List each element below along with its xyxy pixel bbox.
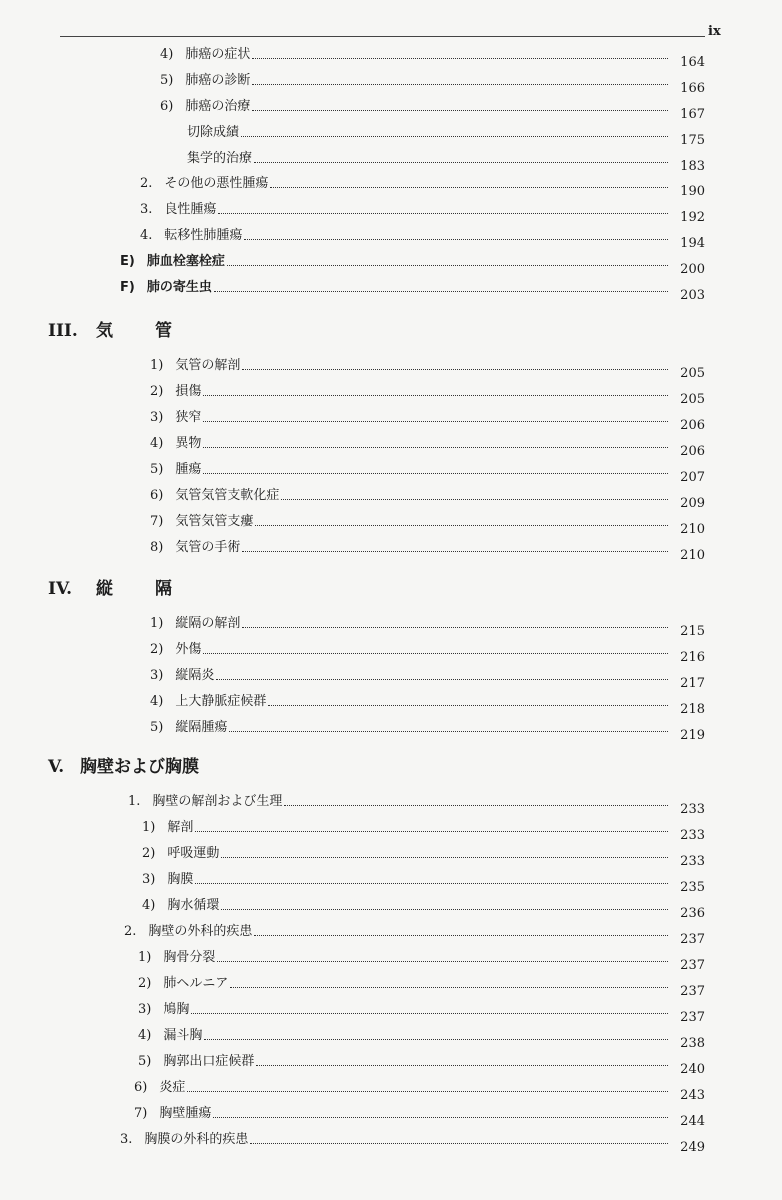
toc-entry[interactable] bbox=[150, 614, 705, 639]
entry-title: 縦隔炎 bbox=[175, 668, 215, 683]
page-number: ix bbox=[708, 24, 721, 39]
toc-entry[interactable] bbox=[150, 692, 705, 717]
entry-title: 転移性肺腫瘍 bbox=[164, 228, 243, 243]
toc-entry[interactable] bbox=[150, 718, 705, 743]
header-rule bbox=[60, 36, 705, 37]
toc-entry[interactable] bbox=[138, 948, 705, 973]
section-heading bbox=[48, 574, 172, 599]
entry-page: 190 bbox=[680, 184, 705, 199]
dot-leader bbox=[203, 473, 668, 474]
entry-number: 6) bbox=[160, 99, 174, 114]
dot-leader bbox=[221, 909, 668, 910]
dot-leader bbox=[281, 499, 668, 500]
entry-title: 漏斗胸 bbox=[163, 1028, 203, 1043]
entry-number: 4. bbox=[140, 228, 153, 243]
entry-number: 3) bbox=[138, 1002, 152, 1017]
entry-title: 胸壁の解剖および生理 bbox=[152, 794, 283, 809]
entry-title: 胸郭出口症候群 bbox=[163, 1054, 255, 1069]
entry-number: 5) bbox=[150, 720, 164, 735]
section-heading bbox=[48, 316, 172, 341]
entry-title: 胸膜の外科的疾患 bbox=[144, 1132, 249, 1147]
entry-number: 2. bbox=[140, 176, 153, 191]
entry-title: 胸水循環 bbox=[167, 898, 220, 913]
dot-leader bbox=[187, 1091, 668, 1092]
entry-title: その他の悪性腫瘍 bbox=[164, 176, 269, 191]
entry-number: 3) bbox=[150, 410, 164, 425]
entry-page: 235 bbox=[680, 880, 705, 895]
entry-title: 胸骨分裂 bbox=[163, 950, 216, 965]
entry-page: 237 bbox=[680, 932, 705, 947]
entry-title: 解剖 bbox=[167, 820, 194, 835]
section-title: 気 bbox=[96, 321, 113, 341]
entry-title: 胸壁の外科的疾患 bbox=[148, 924, 253, 939]
entry-page: 238 bbox=[680, 1036, 705, 1051]
entry-title: 胸壁腫瘍 bbox=[159, 1106, 212, 1121]
toc-entry[interactable] bbox=[124, 922, 705, 947]
entry-number: 7) bbox=[134, 1106, 148, 1121]
toc-entry[interactable] bbox=[142, 896, 705, 921]
toc-entry[interactable] bbox=[138, 974, 705, 999]
dot-leader bbox=[252, 110, 668, 111]
dot-leader bbox=[284, 805, 668, 806]
dot-leader bbox=[204, 1039, 668, 1040]
dot-leader bbox=[242, 369, 668, 370]
toc-entry[interactable] bbox=[142, 844, 705, 869]
toc-entry[interactable] bbox=[120, 252, 705, 277]
toc-entry[interactable] bbox=[142, 870, 705, 895]
entry-page: 237 bbox=[680, 1010, 705, 1025]
entry-number: 1) bbox=[142, 820, 156, 835]
entry-page: 237 bbox=[680, 984, 705, 999]
entry-page: 249 bbox=[680, 1140, 705, 1155]
toc-entry[interactable] bbox=[128, 792, 705, 817]
toc-entry[interactable] bbox=[150, 486, 705, 511]
entry-number: 5) bbox=[150, 462, 164, 477]
entry-title: 肺癌の治療 bbox=[185, 99, 251, 114]
toc-entry[interactable] bbox=[150, 640, 705, 665]
dot-leader bbox=[203, 447, 668, 448]
toc-entry[interactable] bbox=[160, 45, 705, 70]
entry-title: 気管気管支瘻 bbox=[175, 514, 254, 529]
entry-page: 233 bbox=[680, 854, 705, 869]
entry-number: E) bbox=[120, 254, 135, 269]
dot-leader bbox=[268, 705, 668, 706]
entry-number: 5) bbox=[160, 73, 174, 88]
dot-leader bbox=[252, 84, 668, 85]
toc-entry[interactable] bbox=[138, 1052, 705, 1077]
dot-leader bbox=[217, 961, 668, 962]
entry-page: 217 bbox=[680, 676, 705, 691]
dot-leader bbox=[241, 136, 668, 137]
toc-entry[interactable] bbox=[150, 434, 705, 459]
dot-leader bbox=[218, 213, 668, 214]
entry-page: 209 bbox=[680, 496, 705, 511]
section-heading bbox=[48, 752, 199, 777]
entry-number: 3. bbox=[120, 1132, 133, 1147]
entry-number: 1) bbox=[150, 616, 164, 631]
entry-number: 2) bbox=[150, 642, 164, 657]
toc-entry[interactable] bbox=[150, 408, 705, 433]
toc-entry[interactable] bbox=[150, 666, 705, 691]
toc-entry[interactable] bbox=[140, 226, 705, 251]
entry-page: 216 bbox=[680, 650, 705, 665]
entry-title: 胸膜 bbox=[167, 872, 194, 887]
toc-entry[interactable] bbox=[150, 460, 705, 485]
dot-leader bbox=[252, 58, 668, 59]
entry-title: 縦隔の解剖 bbox=[175, 616, 241, 631]
entry-title: 損傷 bbox=[175, 384, 202, 399]
toc-entry[interactable] bbox=[140, 174, 705, 199]
section-title: 胸壁および胸膜 bbox=[80, 757, 199, 777]
entry-page: 236 bbox=[680, 906, 705, 921]
entry-number: 2. bbox=[124, 924, 137, 939]
entry-number: F) bbox=[120, 280, 135, 295]
entry-number: 2) bbox=[142, 846, 156, 861]
toc-entry[interactable] bbox=[138, 1000, 705, 1025]
toc-entry[interactable] bbox=[134, 1104, 705, 1129]
entry-number: 1) bbox=[150, 358, 164, 373]
entry-page: 164 bbox=[680, 55, 705, 70]
entry-title: 肺癌の診断 bbox=[185, 73, 251, 88]
entry-title: 狭窄 bbox=[175, 410, 202, 425]
entry-page: 206 bbox=[680, 418, 705, 433]
entry-title: 上大静脈症候群 bbox=[175, 694, 267, 709]
entry-title: 肺癌の症状 bbox=[185, 47, 251, 62]
dot-leader bbox=[213, 1117, 668, 1118]
entry-page: 243 bbox=[680, 1088, 705, 1103]
entry-title: 気管の手術 bbox=[175, 540, 241, 555]
dot-leader bbox=[254, 162, 668, 163]
entry-number: 4) bbox=[138, 1028, 152, 1043]
toc-entry[interactable] bbox=[160, 97, 705, 122]
entry-number: 5) bbox=[138, 1054, 152, 1069]
entry-page: 210 bbox=[680, 522, 705, 537]
toc-entry[interactable] bbox=[134, 1078, 705, 1103]
dot-leader bbox=[191, 1013, 668, 1014]
entry-title: 鳩胸 bbox=[163, 1002, 190, 1017]
dot-leader bbox=[203, 421, 668, 422]
entry-title: 肺血栓塞栓症 bbox=[146, 254, 225, 269]
entry-title: 外傷 bbox=[175, 642, 202, 657]
entry-number: 6) bbox=[150, 488, 164, 503]
entry-page: 175 bbox=[680, 133, 705, 148]
entry-number: 8) bbox=[150, 540, 164, 555]
entry-title: 切除成績 bbox=[187, 125, 240, 140]
entry-page: 194 bbox=[680, 236, 705, 251]
toc-entry[interactable] bbox=[138, 1026, 705, 1051]
entry-title: 肺の寄生虫 bbox=[146, 280, 212, 295]
entry-page: 206 bbox=[680, 444, 705, 459]
dot-leader bbox=[242, 551, 668, 552]
entry-title: 炎症 bbox=[159, 1080, 186, 1095]
toc-entry[interactable] bbox=[150, 512, 705, 537]
section-roman: III. bbox=[48, 321, 78, 341]
entry-number: 4) bbox=[160, 47, 174, 62]
entry-page: 219 bbox=[680, 728, 705, 743]
dot-leader bbox=[203, 653, 668, 654]
toc-entry[interactable] bbox=[150, 538, 705, 563]
entry-page: 244 bbox=[680, 1114, 705, 1129]
entry-number: 4) bbox=[150, 436, 164, 451]
dot-leader bbox=[254, 935, 668, 936]
toc-entry[interactable] bbox=[142, 818, 705, 843]
dot-leader bbox=[229, 731, 668, 732]
toc-entry[interactable] bbox=[120, 1130, 705, 1155]
toc-entry[interactable] bbox=[150, 382, 705, 407]
dot-leader bbox=[255, 525, 668, 526]
entry-number: 4) bbox=[142, 898, 156, 913]
entry-page: 166 bbox=[680, 81, 705, 96]
toc-entry[interactable] bbox=[150, 356, 705, 381]
dot-leader bbox=[221, 857, 668, 858]
section-title: 縦 bbox=[96, 579, 113, 599]
entry-page: 233 bbox=[680, 802, 705, 817]
dot-leader bbox=[195, 831, 668, 832]
entry-page: 233 bbox=[680, 828, 705, 843]
dot-leader bbox=[216, 679, 668, 680]
entry-title: 気管の解剖 bbox=[175, 358, 241, 373]
dot-leader bbox=[214, 291, 668, 292]
dot-leader bbox=[250, 1143, 668, 1144]
entry-page: 183 bbox=[680, 159, 705, 174]
entry-number: 1. bbox=[128, 794, 141, 809]
entry-page: 200 bbox=[680, 262, 705, 277]
dot-leader bbox=[256, 1065, 668, 1066]
entry-page: 240 bbox=[680, 1062, 705, 1077]
toc-entry[interactable] bbox=[160, 71, 705, 96]
dot-leader bbox=[195, 883, 668, 884]
entry-number: 7) bbox=[150, 514, 164, 529]
entry-title: 縦隔腫瘍 bbox=[175, 720, 228, 735]
entry-page: 218 bbox=[680, 702, 705, 717]
section-roman: IV. bbox=[48, 579, 73, 599]
entry-page: 192 bbox=[680, 210, 705, 225]
entry-number: 3) bbox=[150, 668, 164, 683]
entry-title: 呼吸運動 bbox=[167, 846, 220, 861]
entry-page: 205 bbox=[680, 366, 705, 381]
dot-leader bbox=[270, 187, 668, 188]
entry-page: 167 bbox=[680, 107, 705, 122]
entry-title: 集学的治療 bbox=[187, 151, 253, 166]
dot-leader bbox=[203, 395, 668, 396]
entry-page: 207 bbox=[680, 470, 705, 485]
dot-leader bbox=[230, 987, 668, 988]
entry-number: 3. bbox=[140, 202, 153, 217]
entry-page: 215 bbox=[680, 624, 705, 639]
toc-entry[interactable] bbox=[187, 149, 705, 174]
entry-title: 良性腫瘍 bbox=[164, 202, 217, 217]
toc-entry[interactable] bbox=[140, 200, 705, 225]
dot-leader bbox=[244, 239, 668, 240]
section-title-second: 隔 bbox=[155, 579, 172, 599]
dot-leader bbox=[227, 265, 668, 266]
section-roman: V. bbox=[48, 757, 65, 777]
section-title-second: 管 bbox=[155, 321, 172, 341]
entry-title: 異物 bbox=[175, 436, 202, 451]
toc-entry[interactable] bbox=[120, 278, 705, 303]
entry-number: 1) bbox=[138, 950, 152, 965]
toc-entry[interactable] bbox=[187, 123, 705, 148]
entry-page: 203 bbox=[680, 288, 705, 303]
entry-number: 4) bbox=[150, 694, 164, 709]
entry-number: 2) bbox=[138, 976, 152, 991]
entry-title: 気管気管支軟化症 bbox=[175, 488, 280, 503]
entry-title: 肺ヘルニア bbox=[163, 976, 229, 991]
entry-page: 210 bbox=[680, 548, 705, 563]
entry-page: 237 bbox=[680, 958, 705, 973]
entry-number: 6) bbox=[134, 1080, 148, 1095]
entry-number: 2) bbox=[150, 384, 164, 399]
entry-number: 3) bbox=[142, 872, 156, 887]
dot-leader bbox=[242, 627, 668, 628]
entry-title: 腫瘍 bbox=[175, 462, 202, 477]
entry-page: 205 bbox=[680, 392, 705, 407]
